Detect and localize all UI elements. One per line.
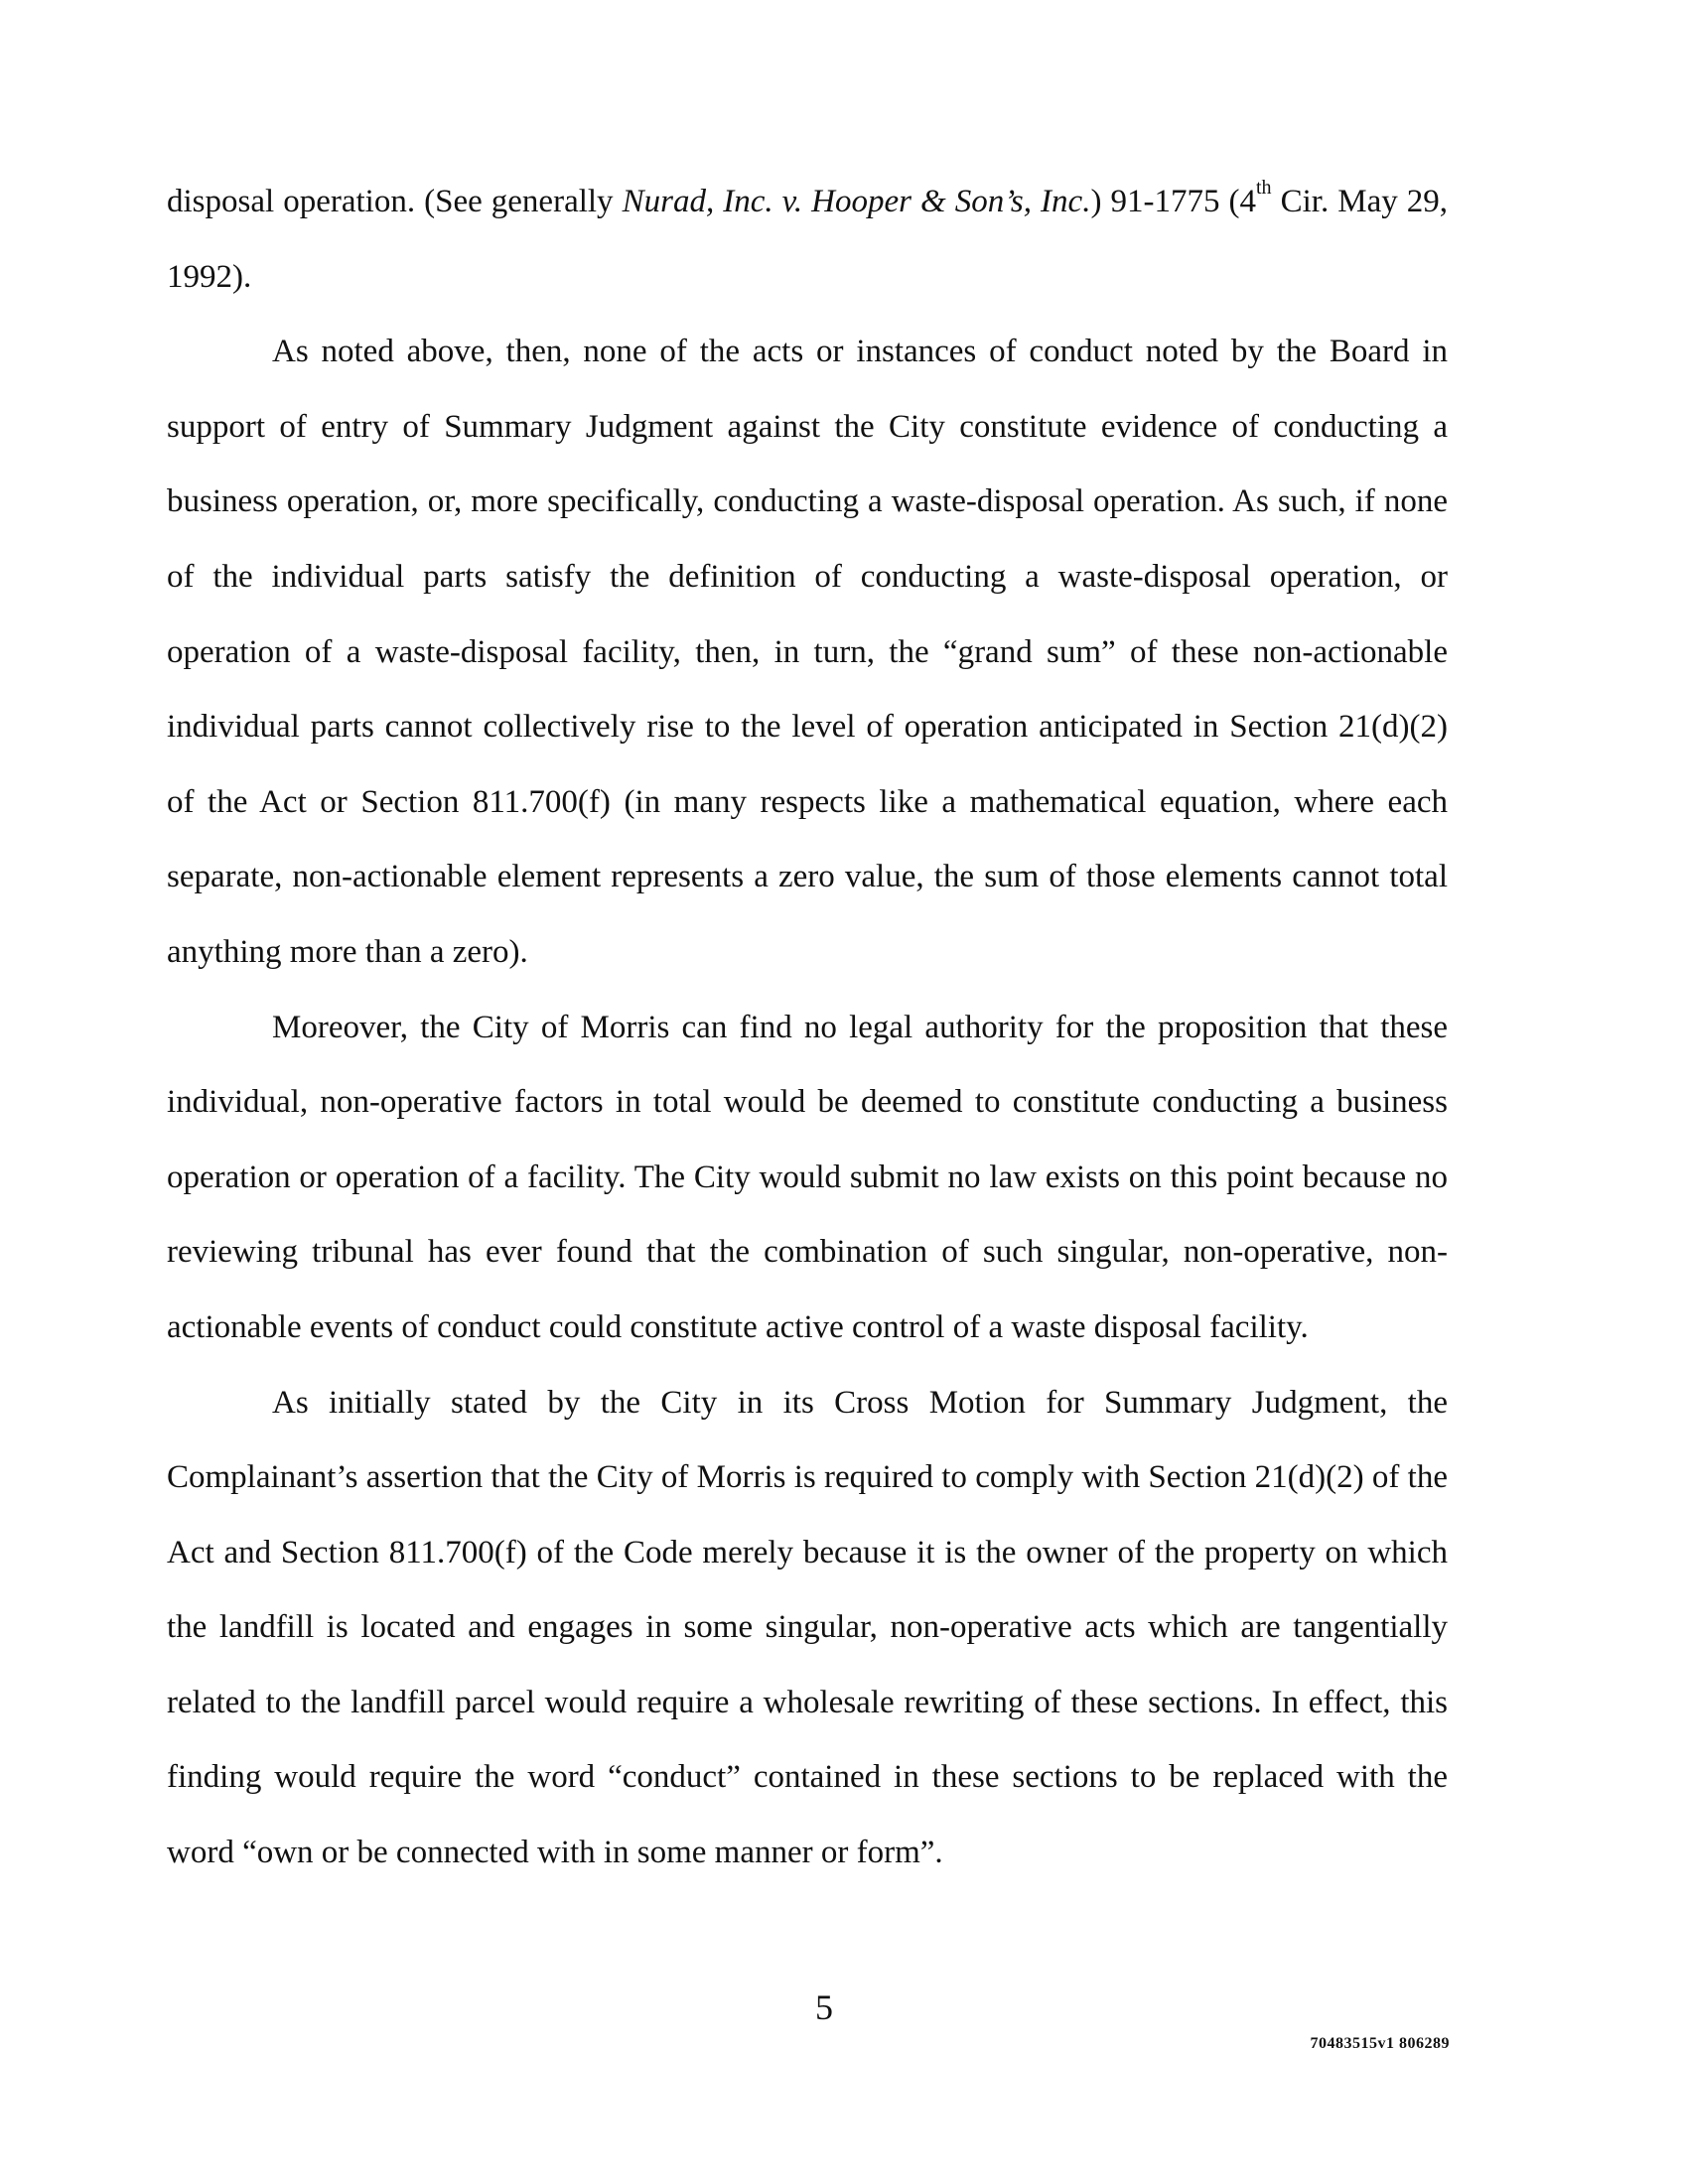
citation-end-text: Cir. May 29, 1992). [167, 184, 1449, 295]
citation-lead-text: disposal operation. (See generally [167, 184, 623, 219]
paragraph-grand-sum: As noted above, then, none of the acts or instances of conduct noted by the Board in support of entry of Summary Judgment against the City constitute evidence of conducting a business operation, or, more specifically, conducting a waste-disposal operation. As such, if none of the individual parts satisfy the definition of conducting a waste-disposal operation, or operation of a waste-disposal facility, then, in turn, the “grand sum” of these non-actionable individual parts cannot collectively rise to the level of operation anticipated in Section 21(d)(2) of the Act or Section 811.700(f) (in many respects like a mathematical equation, where each separate, non-actionable element represents a zero value, the sum of those elements cannot total anything more than a zero). [167, 334, 1448, 970]
case-name: Nurad, Inc. v. Hooper & Son’s, Inc. [622, 184, 1091, 219]
document-body [167, 165, 1448, 1891]
page-number: 5 [815, 1987, 833, 2027]
document-id: 70483515v1 806289 [1310, 2035, 1450, 2052]
paragraph-citation [167, 165, 1448, 315]
paragraph-no-authority: Moreover, the City of Morris can find no legal authority for the proposition that these individual, non-operative factors in total would be deemed to constitute conducting a business operation or operation of a facility. The City would submit no law exists on this point because no reviewing tribunal has ever found that the combination of such singular, non-operative, non-actionable events of conduct could constitute active control of a waste disposal facility. [167, 1009, 1448, 1345]
paragraph-cross-motion: As initially stated by the City in its Cross Motion for Summary Judgment, the Complainant’s assertion that the City of Morris is required to comply with Section 21(d)(2) of the Act and Section 811.700(f) of the Code merely because it is the owner of the property on which the landfill is located and engages in some singular, non-operative acts which are tangentially related to the landfill parcel would require a wholesale rewriting of these sections. In effect, this finding would require the word “conduct” contained in these sections to be replaced with the word “own or be connected with in some manner or form”. [167, 1384, 1448, 1871]
ordinal-superscript: th [1256, 177, 1272, 199]
citation-number-text: ) 91-1775 (4 [1090, 184, 1256, 219]
